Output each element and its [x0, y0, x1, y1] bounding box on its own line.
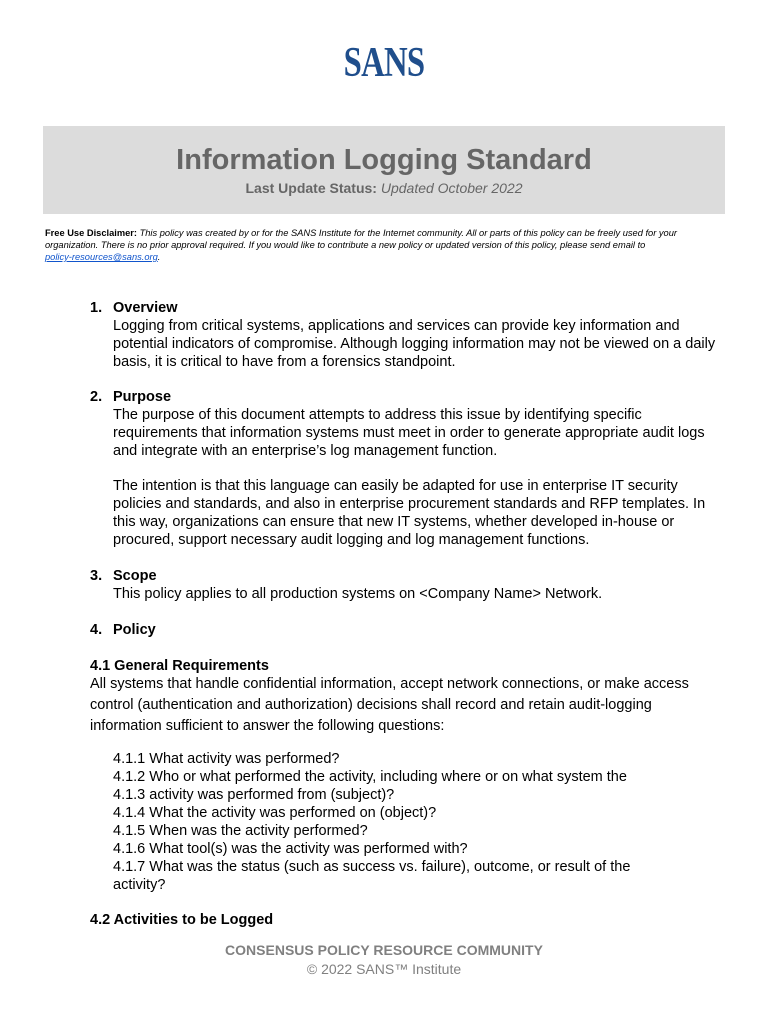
purpose-heading: Purpose — [113, 389, 172, 405]
list-item: activity? — [113, 877, 166, 893]
overview-number: 1. — [90, 300, 103, 316]
list-item: 4.1.5 When was the activity performed? — [113, 823, 368, 839]
disclaimer-text: This policy was created by or for the SANS Institute for the Internet community. All or parts of this policy can be freely used for your organization. There is no prior approval required. If you would like to contribute a new policy or updated version of this policy, please send email to — [45, 228, 677, 250]
page-title: Information Logging Standard — [176, 144, 592, 176]
last-update-status — [0, 181, 768, 195]
general-requirements-text: All systems that handle confidential information, accept network connections, or make access control (authentication and authorization) decisions shall record and retain audit-logging information sufficient to answer the following questions: — [90, 676, 689, 734]
purpose-text-1: The purpose of this document attempts to address this issue by identifying specific requirements that information systems must meet in order to generate appropriate audit logs and integrate with an enterprise’s log management function. — [113, 407, 705, 459]
list-item: 4.1.7 What was the status (such as success vs. failure), outcome, or result of the — [113, 859, 631, 875]
scope-number: 3. — [90, 568, 103, 584]
scope-text: This policy applies to all production systems on <Company Name> Network. — [113, 586, 603, 602]
list-item: 4.1.3 activity was performed from (subject)? — [113, 787, 395, 803]
disclaimer-email-link[interactable]: policy-resources@sans.org — [45, 252, 158, 262]
activities-heading: 4.2 Activities to be Logged — [90, 912, 274, 928]
questions-list — [113, 750, 713, 894]
policy-number: 4. — [90, 622, 103, 638]
list-item: 4.1.2 Who or what performed the activity, including where or on what system the — [113, 769, 627, 785]
status-label: Last Update Status: — [245, 180, 377, 196]
general-requirements-heading: 4.1 General Requirements — [90, 658, 269, 674]
footer-copyright: © 2022 SANS™ Institute — [306, 961, 462, 977]
footer-community: CONSENSUS POLICY RESOURCE COMMUNITY — [225, 942, 543, 958]
disclaimer-end: . — [157, 252, 161, 262]
purpose-number: 2. — [90, 389, 103, 405]
list-item: 4.1.6 What tool(s) was the activity was performed with? — [113, 841, 468, 857]
purpose-text-2: The intention is that this language can easily be adapted for use in enterprise IT security policies and standards, and also in enterprise procurement standards and RFP templates. In this way, organizations can ensure that new IT systems, whether developed in-house or procured, support necessary audit logging and log management functions. — [113, 478, 706, 548]
scope-heading: Scope — [113, 568, 157, 584]
disclaimer-label: Free Use Disclaimer: — [45, 228, 137, 238]
overview-heading: Overview — [113, 300, 178, 316]
list-item: 4.1.4 What the activity was performed on (object)? — [113, 805, 437, 821]
overview-text: Logging from critical systems, applications and services can provide key information and potential indicators of compromise. Although logging information may not be viewed on a daily basis, it is critical to have from a forensics standpoint. — [113, 318, 716, 370]
list-item: 4.1.1 What activity was performed? — [113, 751, 340, 767]
sans-logo: SANS — [343, 40, 425, 86]
policy-heading: Policy — [113, 622, 156, 638]
status-value: Updated October 2022 — [380, 180, 523, 196]
free-use-disclaimer — [45, 227, 725, 263]
